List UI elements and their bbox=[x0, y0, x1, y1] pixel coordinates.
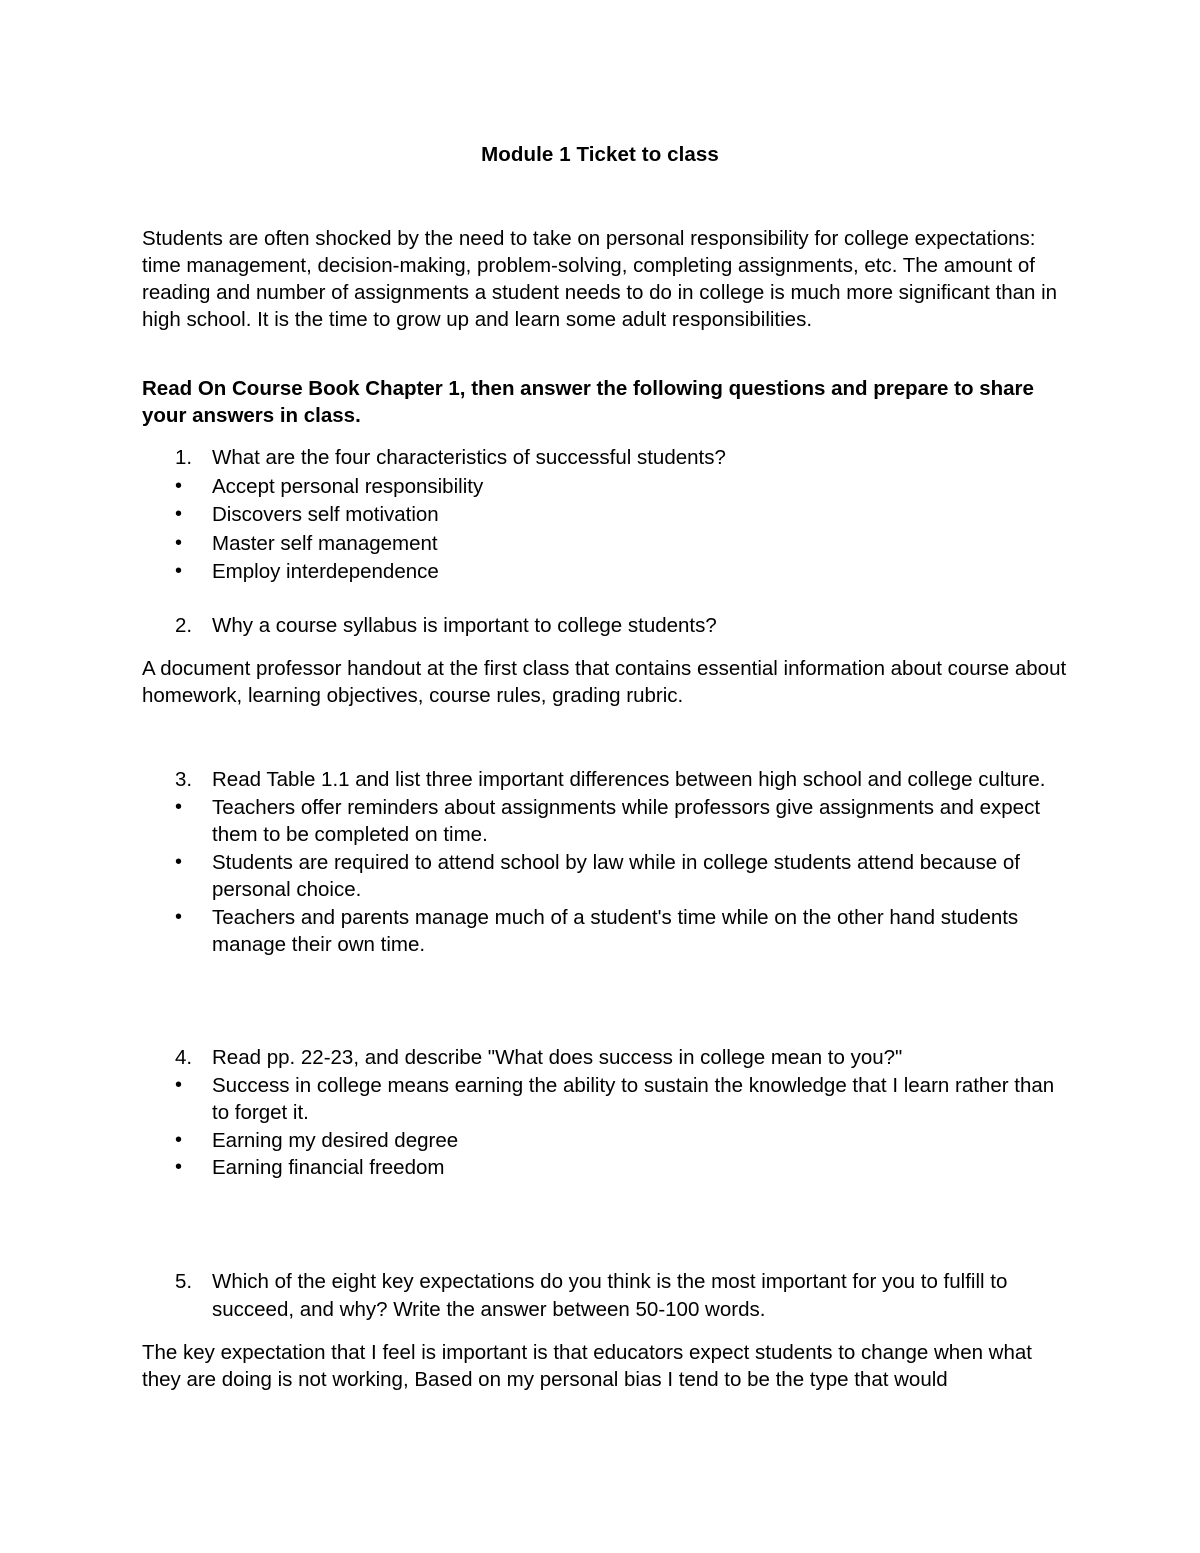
bullet-icon: • bbox=[175, 1073, 183, 1096]
bullet-text: Students are required to attend school by law while in college students attend because of personal choice. bbox=[212, 850, 1020, 901]
question-number: 1. bbox=[175, 446, 193, 469]
list-item bbox=[142, 794, 1072, 849]
list-item bbox=[142, 558, 1072, 586]
bullet-text: Teachers offer reminders about assignments while professors give assignments and expect them to be completed on time. bbox=[212, 795, 1041, 846]
question-3-list bbox=[142, 766, 1072, 959]
bullet-icon: • bbox=[175, 905, 183, 928]
question-1 bbox=[142, 444, 1072, 472]
question-number: 3. bbox=[175, 768, 193, 791]
bullet-text: Master self management bbox=[212, 531, 438, 555]
question-number: 2. bbox=[175, 614, 193, 637]
bullet-text: Success in college means earning the ability to sustain the knowledge that I learn rather than to forget it. bbox=[212, 1073, 1055, 1124]
question-number: 4. bbox=[175, 1046, 193, 1069]
bullet-icon: • bbox=[175, 1128, 183, 1151]
bullet-text: Accept personal responsibility bbox=[212, 474, 484, 498]
instruction-paragraph: Read On Course Book Chapter 1, then answer the following questions and prepare to share your answers in class. bbox=[142, 377, 1034, 427]
bullet-text: Employ interdependence bbox=[212, 560, 439, 583]
list-item bbox=[142, 530, 1072, 558]
list-item bbox=[142, 1154, 1072, 1182]
list-item bbox=[142, 473, 1072, 501]
question-number: 5. bbox=[175, 1270, 193, 1293]
answer-5-paragraph: The key expectation that I feel is important is that educators expect students to change when what they are doing is not working, Based on my personal bias I tend to be the type that would bbox=[142, 1341, 1032, 1391]
bullet-text: Earning my desired degree bbox=[212, 1128, 459, 1152]
question-2 bbox=[142, 612, 1072, 640]
question-4 bbox=[142, 1044, 1072, 1072]
question-text: Read pp. 22-23, and describe "What does success in college mean to you?" bbox=[212, 1046, 903, 1069]
bullet-icon: • bbox=[175, 850, 183, 873]
list-item bbox=[142, 904, 1072, 959]
bullet-icon: • bbox=[175, 795, 183, 818]
answer-2-paragraph: A document professor handout at the first class that contains essential information about course about homework, learning objectives, course rules, grading rubric. bbox=[142, 657, 1067, 707]
list-item bbox=[142, 849, 1072, 904]
bullet-text: Teachers and parents manage much of a student's time while on the other hand students manage their own time. bbox=[212, 905, 1019, 956]
bullet-icon: • bbox=[175, 560, 183, 582]
question-text: Which of the eight key expectations do you think is the most important for you to fulfill to succeed, and why? Write the answer between 50-100 words. bbox=[212, 1270, 1008, 1321]
list-item bbox=[142, 1072, 1072, 1127]
intro-paragraph: Students are often shocked by the need to take on personal responsibility for college expectations: time management, decision-making, problem-solving, completing assignments, etc. The amount of reading and number of assignments a student needs to do in college is much more significant than in high school. It is the time to grow up and learn some adult responsibilities. bbox=[142, 227, 1058, 331]
question-4-list bbox=[142, 1044, 1072, 1182]
bullet-icon: • bbox=[175, 1156, 183, 1178]
bullet-icon: • bbox=[175, 474, 183, 497]
question-1-list bbox=[142, 444, 1072, 586]
question-2-list bbox=[142, 612, 1072, 640]
question-text: Why a course syllabus is important to college students? bbox=[212, 614, 717, 637]
question-text: Read Table 1.1 and list three important differences between high school and college culture. bbox=[212, 768, 1046, 791]
list-item bbox=[142, 1127, 1072, 1155]
list-item bbox=[142, 501, 1072, 529]
page-title: Module 1 Ticket to class bbox=[481, 143, 719, 166]
question-text: What are the four characteristics of successful students? bbox=[212, 446, 726, 469]
bullet-text: Earning financial freedom bbox=[212, 1156, 445, 1179]
bullet-text: Discovers self motivation bbox=[212, 503, 439, 526]
bullet-icon: • bbox=[175, 503, 183, 525]
question-5-list bbox=[142, 1268, 1072, 1323]
question-3 bbox=[142, 766, 1072, 794]
bullet-icon: • bbox=[175, 531, 183, 554]
question-5 bbox=[142, 1268, 1072, 1323]
